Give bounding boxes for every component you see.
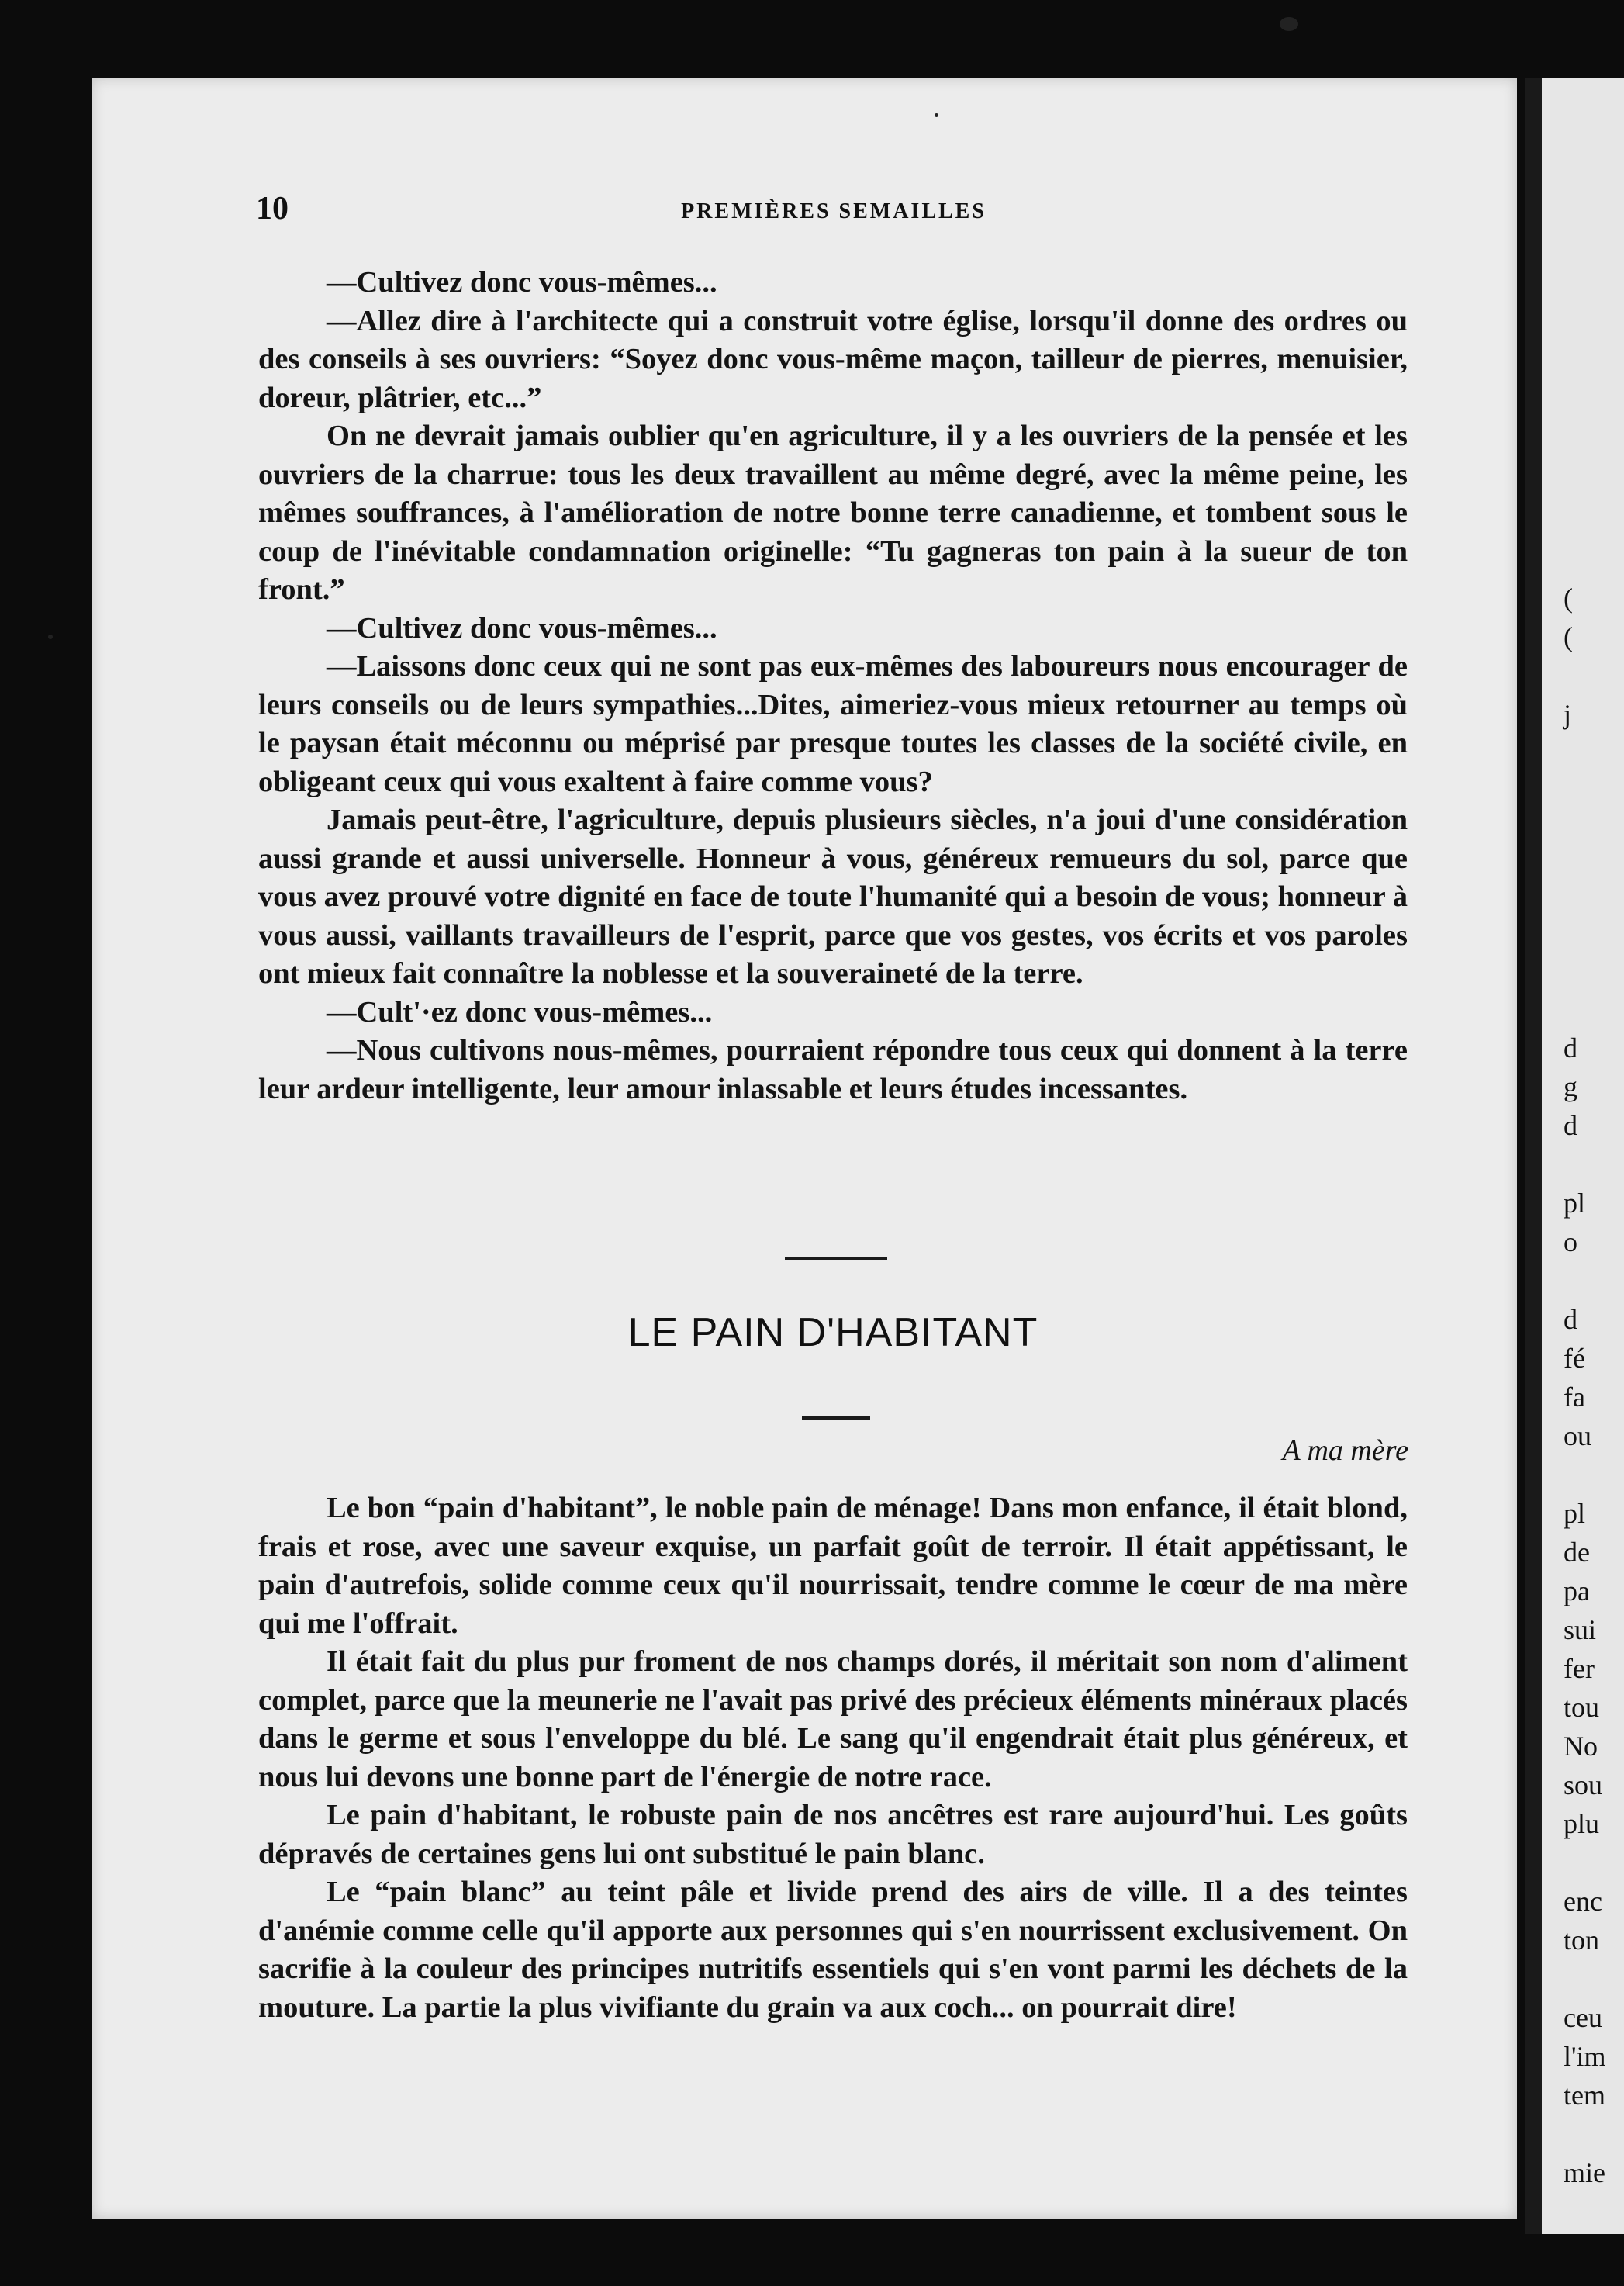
facing-page-fragment: pl (1564, 1188, 1586, 1219)
facing-page-fragment: sou (1564, 1769, 1603, 1800)
paragraph: —Nous cultivons nous-mêmes, pourraient répondre tous ceux qui donnent à la terre leur ardeur intelligente, leur amour inlassable et leurs études incessantes. (258, 1034, 1408, 1105)
facing-page-fragment: No (1564, 1731, 1598, 1762)
page-header (256, 190, 1411, 237)
paragraph: —Cultivez donc vous-mêmes... (327, 266, 717, 299)
title-rule (802, 1416, 870, 1420)
scan-speck (1280, 17, 1298, 31)
facing-page-fragment: g (1564, 1071, 1577, 1102)
facing-page-fragment: d (1564, 1110, 1577, 1141)
scan-speck (935, 113, 938, 117)
section-body-1 (258, 264, 1408, 1108)
facing-page-fragment: pa (1564, 1575, 1590, 1606)
paragraph: On ne devrait jamais oublier qu'en agriculture, il y a les ouvriers de la pensée et les ouvriers de la charrue: tous les deux travaillent au même degré, avec la même peine, les mêmes souffrances, à l'amélioration de notre bonne terre canadienne, et tombent sous le coup de l'inévitable condamnation originelle: “Tu gagneras ton pain à la sueur de ton front.” (258, 420, 1408, 606)
dedication: A ma mère (1282, 1434, 1408, 1467)
paragraph: —Laissons donc ceux qui ne sont pas eux-mêmes des laboureurs nous encourager de leurs conseils ou de leurs sympathies...Dites, aimeriez-vous mieux retourner au temps où le paysan était méconnu ou méprisé par presque toutes les classes de la société civile, en obligeant ceux qui vous exaltent à faire comme vous? (258, 650, 1408, 798)
section-title: LE PAIN D'HABITANT (627, 1310, 1038, 1355)
paragraph: Le pain d'habitant, le robuste pain de nos ancêtres est rare aujourd'hui. Les goûts dépravés de certaines gens lui ont substitué le pain blanc. (258, 1799, 1408, 1870)
facing-page-fragment: ( (1564, 583, 1573, 614)
facing-page-fragment: fer (1564, 1653, 1595, 1684)
section-divider (785, 1257, 887, 1260)
facing-page (1525, 78, 1624, 2234)
facing-page-fragment: tou (1564, 1692, 1600, 1723)
facing-page-fragment: ton (1564, 1925, 1600, 1956)
facing-page-fragment: fa (1564, 1382, 1585, 1413)
facing-page-fragment: o (1564, 1226, 1577, 1257)
facing-page-fragment: d (1564, 1304, 1577, 1335)
facing-page-fragment: sui (1564, 1614, 1597, 1645)
paragraph: —Cult'·ez donc vous-mêmes... (327, 995, 713, 1029)
facing-page-fragment: pl (1564, 1498, 1586, 1529)
facing-page-fragment: enc (1564, 1886, 1602, 1917)
facing-page-fragment: mie (1564, 2157, 1605, 2188)
facing-page-fragment: ceu (1564, 2002, 1602, 2033)
paragraph: Le “pain blanc” au teint pâle et livide prend des airs de ville. Il a des teintes d'anémie comme celle qu'il apporte aux personnes qui s'en nourrissent exclusivement. On sacrifie à la couleur des principes nutritifs essentiels qui s'en vont parmi les déchets de la mouture. La partie la plus vivifiante du grain va aux coch... on pourrait dire! (258, 1876, 1408, 2024)
running-title: PREMIÈRES SEMAILLES (681, 199, 986, 223)
facing-page-fragment: fé (1564, 1343, 1585, 1374)
facing-page-fragment: plu (1564, 1808, 1600, 1839)
facing-page-fragment: j (1564, 699, 1572, 730)
facing-page-fragment: tem (1564, 2080, 1605, 2111)
facing-page-fragment: ( (1564, 621, 1573, 652)
paragraph: Le bon “pain d'habitant”, le noble pain de ménage! Dans mon enfance, il était blond, frais et rose, avec une saveur exquise, un parfait goût de terroir. Il était appétissant, le pain d'autrefois, solide comme ceux qu'il nourrissait, tendre comme le cœur de ma mère qui me l'offrait. (258, 1492, 1408, 1640)
paragraph: Il était fait du plus pur froment de nos champs dorés, il méritait son nom d'aliment complet, parce que la meunerie ne l'avait pas privé des précieux éléments minéraux placés dans le germe et sous l'enveloppe du blé. Le sang qu'il engendrait était plus généreux, et nous lui devons une bonne part de l'énergie de notre race. (258, 1645, 1408, 1793)
facing-page-fragment: d (1564, 1032, 1577, 1063)
facing-page-fragment: ou (1564, 1420, 1591, 1451)
facing-page-fragment: l'im (1564, 2041, 1606, 2072)
paragraph: —Allez dire à l'architecte qui a construit votre église, lorsqu'il donne des ordres ou des conseils à ses ouvriers: “Soyez donc vous-même maçon, tailleur de pierres, menuisier, doreur, plâtrier, etc...” (258, 304, 1408, 414)
section-body-2 (258, 1489, 1408, 2027)
facing-page-fragment: de (1564, 1537, 1590, 1568)
scan-speck (48, 635, 53, 639)
paragraph: Jamais peut-être, l'agriculture, depuis plusieurs siècles, n'a joui d'une considération aussi grande et aussi universelle. Honneur à vous, généreux remueurs du sol, parce que vous avez prouvé votre dignité en face de toute l'humanité qui a besoin de vous; honneur à vous aussi, vaillants travailleurs de l'esprit, parce que vos gestes, vos écrits et vos paroles ont mieux fait connaître la noblesse et la souveraineté de la terre. (258, 804, 1408, 990)
page-number: 10 (256, 191, 289, 227)
paragraph: —Cultivez donc vous-mêmes... (327, 611, 717, 645)
